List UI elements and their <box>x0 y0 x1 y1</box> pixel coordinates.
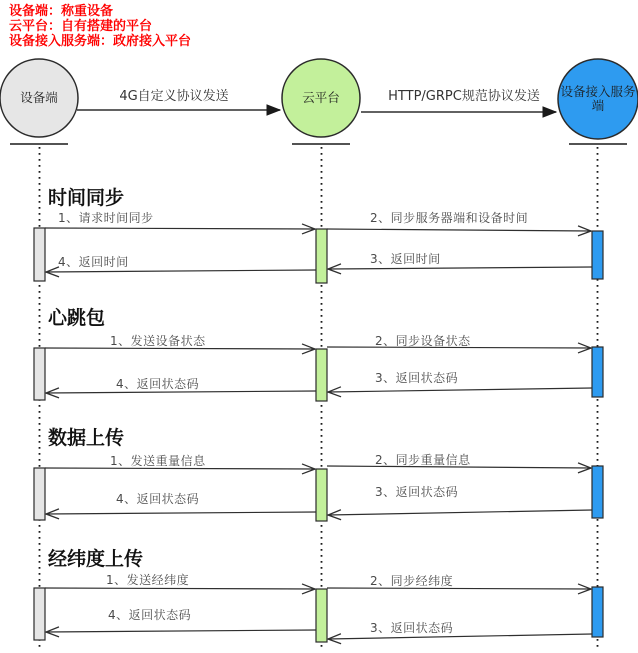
message-label: 3、返回状态码 <box>375 371 459 385</box>
message-arrow <box>46 630 316 632</box>
service-activation-bar <box>592 231 603 279</box>
service-activation-bar <box>592 587 603 637</box>
message-arrow <box>328 388 592 392</box>
legend-line: 设备接入服务端：政府接入平台 <box>9 34 192 49</box>
device-activation-bar <box>34 348 45 400</box>
section-title-heartbeat: 心跳包 <box>48 307 106 329</box>
message-label: 1、发送设备状态 <box>110 334 206 348</box>
message-arrow <box>328 510 592 515</box>
message-arrow <box>328 634 592 639</box>
device-activation-bar <box>34 228 45 281</box>
legend-line: 云平台：自有搭建的平台 <box>9 19 153 34</box>
cloud-activation-bar <box>316 349 327 401</box>
section-title-latlng-upload: 经纬度上传 <box>48 548 144 570</box>
protocol-label-http: HTTP/GRPC规范协议发送 <box>388 89 540 104</box>
message-label: 4、返回状态码 <box>108 608 192 622</box>
message-label: 2、同步设备状态 <box>375 334 471 348</box>
message-label: 1、请求时间同步 <box>58 211 154 225</box>
service-actor-label: 设备接入服务端 <box>560 84 636 113</box>
message-arrow <box>327 588 591 589</box>
message-label: 3、返回状态码 <box>375 485 459 499</box>
cloud-actor-label: 云平台 <box>302 90 340 105</box>
cloud-activation-bar <box>316 229 327 283</box>
message-label: 3、返回状态码 <box>370 621 454 635</box>
message-arrow <box>45 228 315 229</box>
cloud-activation-bar <box>316 589 327 642</box>
message-label: 2、同步服务器端和设备时间 <box>370 211 529 225</box>
device-activation-bar <box>34 468 45 520</box>
message-arrow <box>328 267 592 269</box>
message-arrow <box>46 270 316 272</box>
message-arrow <box>45 588 315 589</box>
message-label: 4、返回状态码 <box>116 492 200 506</box>
message-label: 1、发送重量信息 <box>110 454 206 468</box>
device-actor-label: 设备端 <box>20 90 58 105</box>
message-label: 2、同步经纬度 <box>370 574 454 588</box>
service-activation-bar <box>592 347 603 397</box>
legend <box>9 4 191 49</box>
cloud-activation-bar <box>316 469 327 521</box>
service-activation-bar <box>592 466 603 518</box>
protocol-label-4g: 4G自定义协议发送 <box>119 89 229 104</box>
message-label: 2、同步重量信息 <box>375 453 471 467</box>
message-label: 4、返回状态码 <box>116 377 200 391</box>
section-title-data-upload: 数据上传 <box>48 427 125 449</box>
section-title-time-sync: 时间同步 <box>48 187 125 209</box>
message-arrow <box>327 229 591 231</box>
message-label: 1、发送经纬度 <box>106 573 190 587</box>
message-label: 4、返回时间 <box>58 255 129 269</box>
legend-line: 设备端：称重设备 <box>9 4 114 19</box>
message-label: 3、返回时间 <box>370 252 441 266</box>
message-arrow <box>46 512 316 514</box>
device-activation-bar <box>34 588 45 640</box>
